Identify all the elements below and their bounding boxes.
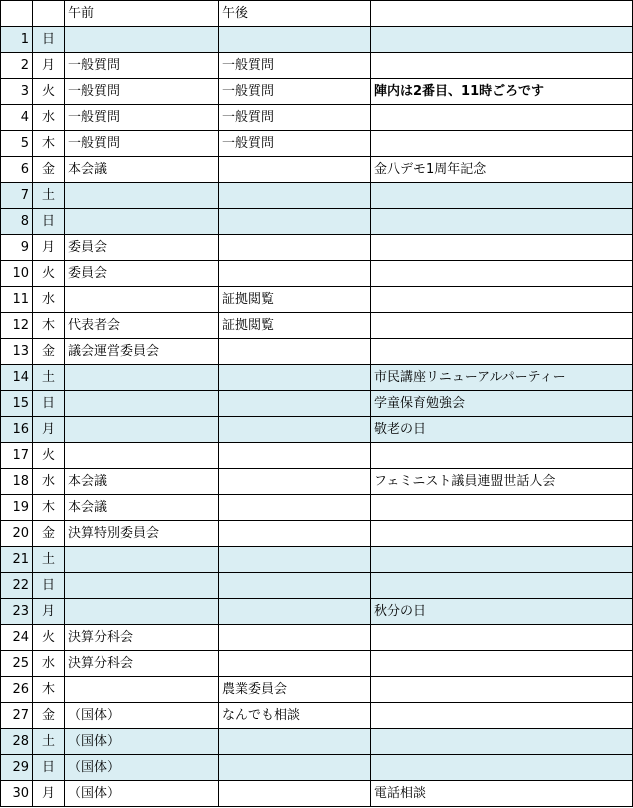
note-cell — [371, 313, 633, 339]
note-cell: 敬老の日 — [371, 417, 633, 443]
day-number-cell: 4 — [1, 105, 33, 131]
afternoon-cell — [219, 625, 371, 651]
day-number-cell: 13 — [1, 339, 33, 365]
weekday-cell: 水 — [33, 105, 65, 131]
weekday-cell: 日 — [33, 755, 65, 781]
weekday-cell: 金 — [33, 339, 65, 365]
note-cell — [371, 27, 633, 53]
note-cell — [371, 235, 633, 261]
day-number-cell: 5 — [1, 131, 33, 157]
morning-cell: （国体） — [65, 729, 219, 755]
weekday-cell: 火 — [33, 443, 65, 469]
morning-cell — [65, 573, 219, 599]
table-row — [1, 339, 633, 365]
table-row — [1, 261, 633, 287]
header-dow — [33, 1, 65, 27]
day-number-cell: 28 — [1, 729, 33, 755]
afternoon-cell — [219, 339, 371, 365]
morning-cell: 議会運営委員会 — [65, 339, 219, 365]
table-row — [1, 209, 633, 235]
table-row — [1, 677, 633, 703]
morning-cell — [65, 547, 219, 573]
morning-cell: 一般質問 — [65, 53, 219, 79]
morning-cell: 一般質問 — [65, 79, 219, 105]
afternoon-cell: 一般質問 — [219, 79, 371, 105]
morning-cell — [65, 209, 219, 235]
weekday-cell: 月 — [33, 53, 65, 79]
table-row — [1, 495, 633, 521]
note-cell — [371, 183, 633, 209]
table-row — [1, 625, 633, 651]
day-number-cell: 1 — [1, 27, 33, 53]
day-number-cell: 10 — [1, 261, 33, 287]
weekday-cell: 日 — [33, 573, 65, 599]
morning-cell: 本会議 — [65, 157, 219, 183]
weekday-cell: 火 — [33, 625, 65, 651]
day-number-cell: 14 — [1, 365, 33, 391]
table-row — [1, 131, 633, 157]
table-row — [1, 703, 633, 729]
morning-cell — [65, 27, 219, 53]
table-row — [1, 53, 633, 79]
morning-cell: （国体） — [65, 781, 219, 807]
day-number-cell: 18 — [1, 469, 33, 495]
day-number-cell: 7 — [1, 183, 33, 209]
weekday-cell: 土 — [33, 183, 65, 209]
table-row — [1, 287, 633, 313]
note-cell: 学童保育勉強会 — [371, 391, 633, 417]
day-number-cell: 2 — [1, 53, 33, 79]
morning-cell — [65, 183, 219, 209]
note-cell — [371, 53, 633, 79]
note-cell: 電話相談 — [371, 781, 633, 807]
table-row — [1, 781, 633, 807]
afternoon-cell — [219, 261, 371, 287]
table-row — [1, 521, 633, 547]
afternoon-cell: なんでも相談 — [219, 703, 371, 729]
note-cell — [371, 339, 633, 365]
weekday-cell: 月 — [33, 781, 65, 807]
note-cell — [371, 625, 633, 651]
day-number-cell: 22 — [1, 573, 33, 599]
morning-cell: 決算分科会 — [65, 625, 219, 651]
header-row — [1, 1, 633, 27]
note-cell — [371, 547, 633, 573]
table-row — [1, 599, 633, 625]
note-cell — [371, 521, 633, 547]
afternoon-cell — [219, 183, 371, 209]
weekday-cell: 土 — [33, 729, 65, 755]
day-number-cell: 8 — [1, 209, 33, 235]
afternoon-cell — [219, 391, 371, 417]
afternoon-cell: 一般質問 — [219, 131, 371, 157]
afternoon-cell: 一般質問 — [219, 105, 371, 131]
weekday-cell: 火 — [33, 79, 65, 105]
afternoon-cell — [219, 443, 371, 469]
day-number-cell: 15 — [1, 391, 33, 417]
day-number-cell: 17 — [1, 443, 33, 469]
morning-cell: 一般質問 — [65, 105, 219, 131]
day-number-cell: 27 — [1, 703, 33, 729]
weekday-cell: 火 — [33, 261, 65, 287]
afternoon-cell — [219, 755, 371, 781]
note-cell — [371, 209, 633, 235]
weekday-cell: 日 — [33, 391, 65, 417]
afternoon-cell — [219, 521, 371, 547]
afternoon-cell — [219, 365, 371, 391]
note-cell: 秋分の日 — [371, 599, 633, 625]
table-row — [1, 313, 633, 339]
table-row — [1, 365, 633, 391]
table-row — [1, 157, 633, 183]
afternoon-cell: 農業委員会 — [219, 677, 371, 703]
morning-cell: 一般質問 — [65, 131, 219, 157]
afternoon-cell — [219, 729, 371, 755]
day-number-cell: 3 — [1, 79, 33, 105]
afternoon-cell — [219, 599, 371, 625]
note-cell — [371, 261, 633, 287]
morning-cell — [65, 443, 219, 469]
afternoon-cell — [219, 495, 371, 521]
afternoon-cell — [219, 547, 371, 573]
table-row — [1, 105, 633, 131]
morning-cell — [65, 287, 219, 313]
afternoon-cell — [219, 209, 371, 235]
day-number-cell: 21 — [1, 547, 33, 573]
note-cell — [371, 729, 633, 755]
afternoon-cell — [219, 573, 371, 599]
weekday-cell: 木 — [33, 313, 65, 339]
header-note — [371, 1, 633, 27]
weekday-cell: 日 — [33, 209, 65, 235]
afternoon-cell — [219, 781, 371, 807]
day-number-cell: 26 — [1, 677, 33, 703]
table-row — [1, 469, 633, 495]
weekday-cell: 日 — [33, 27, 65, 53]
table-row — [1, 79, 633, 105]
morning-cell — [65, 599, 219, 625]
day-number-cell: 9 — [1, 235, 33, 261]
table-row — [1, 183, 633, 209]
day-number-cell: 30 — [1, 781, 33, 807]
header-am: 午前 — [65, 1, 219, 27]
weekday-cell: 木 — [33, 677, 65, 703]
note-cell: 金八デモ1周年記念 — [371, 157, 633, 183]
header-pm: 午後 — [219, 1, 371, 27]
note-cell — [371, 677, 633, 703]
afternoon-cell — [219, 157, 371, 183]
note-cell: 陣内は2番目、11時ごろです — [371, 79, 633, 105]
morning-cell — [65, 677, 219, 703]
day-number-cell: 24 — [1, 625, 33, 651]
weekday-cell: 金 — [33, 703, 65, 729]
weekday-cell: 水 — [33, 469, 65, 495]
day-number-cell: 16 — [1, 417, 33, 443]
table-row — [1, 417, 633, 443]
afternoon-cell — [219, 651, 371, 677]
day-number-cell: 11 — [1, 287, 33, 313]
afternoon-cell — [219, 469, 371, 495]
weekday-cell: 金 — [33, 157, 65, 183]
weekday-cell: 木 — [33, 131, 65, 157]
weekday-cell: 土 — [33, 547, 65, 573]
table-row — [1, 27, 633, 53]
weekday-cell: 木 — [33, 495, 65, 521]
weekday-cell: 月 — [33, 599, 65, 625]
day-number-cell: 29 — [1, 755, 33, 781]
note-cell — [371, 443, 633, 469]
table-row — [1, 235, 633, 261]
table-row — [1, 729, 633, 755]
table-row — [1, 391, 633, 417]
header-num — [1, 1, 33, 27]
afternoon-cell: 一般質問 — [219, 53, 371, 79]
afternoon-cell — [219, 27, 371, 53]
morning-cell: 代表者会 — [65, 313, 219, 339]
morning-cell — [65, 417, 219, 443]
morning-cell: 本会議 — [65, 469, 219, 495]
schedule-body — [1, 1, 633, 807]
day-number-cell: 23 — [1, 599, 33, 625]
afternoon-cell: 証拠閲覧 — [219, 287, 371, 313]
table-row — [1, 755, 633, 781]
note-cell — [371, 651, 633, 677]
morning-cell — [65, 365, 219, 391]
table-row — [1, 573, 633, 599]
day-number-cell: 20 — [1, 521, 33, 547]
table-row — [1, 651, 633, 677]
note-cell — [371, 703, 633, 729]
note-cell — [371, 105, 633, 131]
table-row — [1, 547, 633, 573]
weekday-cell: 月 — [33, 235, 65, 261]
afternoon-cell — [219, 235, 371, 261]
weekday-cell: 金 — [33, 521, 65, 547]
note-cell — [371, 573, 633, 599]
morning-cell: 決算特別委員会 — [65, 521, 219, 547]
afternoon-cell — [219, 417, 371, 443]
morning-cell: （国体） — [65, 755, 219, 781]
day-number-cell: 6 — [1, 157, 33, 183]
morning-cell — [65, 391, 219, 417]
weekday-cell: 月 — [33, 417, 65, 443]
weekday-cell: 土 — [33, 365, 65, 391]
note-cell — [371, 755, 633, 781]
day-number-cell: 19 — [1, 495, 33, 521]
note-cell — [371, 131, 633, 157]
weekday-cell: 水 — [33, 287, 65, 313]
morning-cell: 決算分科会 — [65, 651, 219, 677]
note-cell — [371, 495, 633, 521]
morning-cell: 委員会 — [65, 235, 219, 261]
day-number-cell: 25 — [1, 651, 33, 677]
note-cell: フェミニスト議員連盟世話人会 — [371, 469, 633, 495]
morning-cell: 委員会 — [65, 261, 219, 287]
table-row — [1, 443, 633, 469]
note-cell: 市民講座リニューアルパーティー — [371, 365, 633, 391]
morning-cell: （国体） — [65, 703, 219, 729]
afternoon-cell: 証拠閲覧 — [219, 313, 371, 339]
day-number-cell: 12 — [1, 313, 33, 339]
note-cell — [371, 287, 633, 313]
weekday-cell: 水 — [33, 651, 65, 677]
morning-cell: 本会議 — [65, 495, 219, 521]
